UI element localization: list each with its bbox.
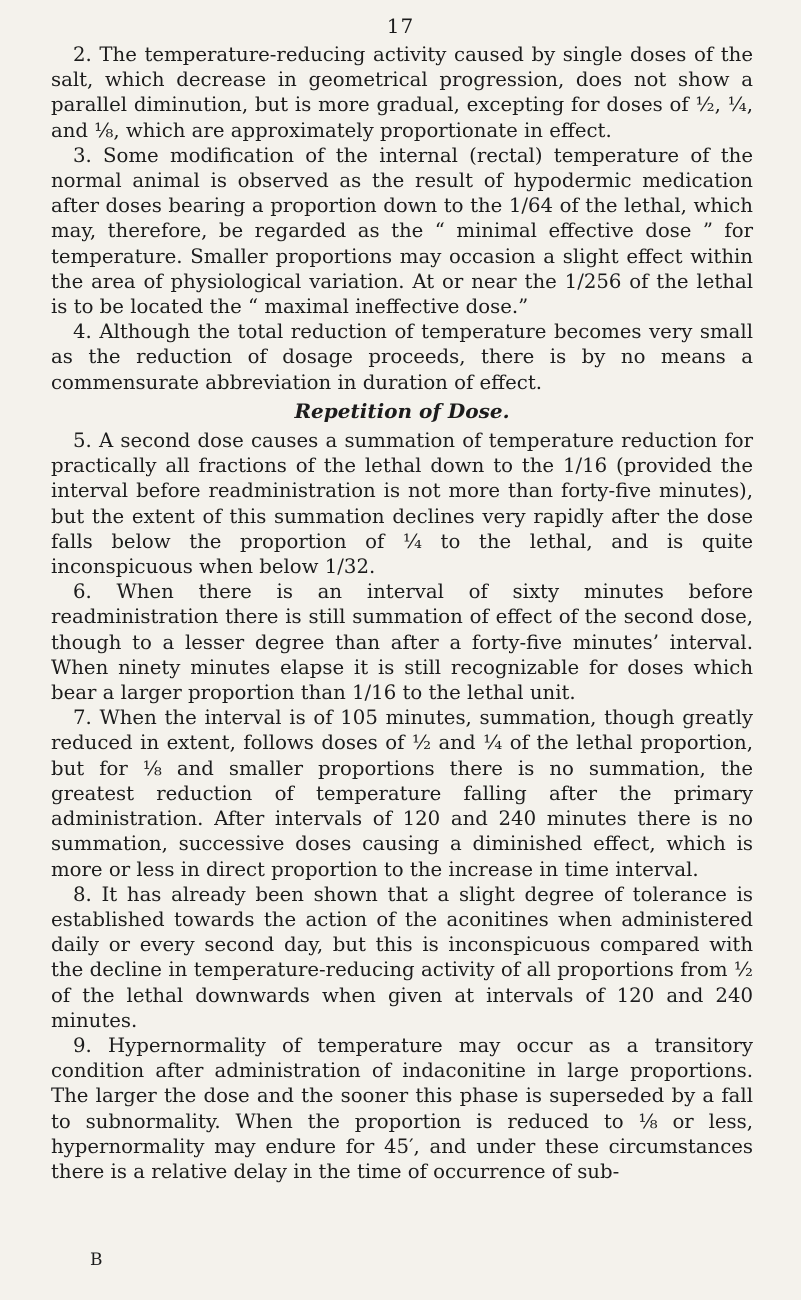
paragraph-6: 6. When there is an interval of sixty minutes before readministration there is still summation of effect of the second dose, though to a lesser degree than after a forty-five minutes’ interval. When ninety minutes elapse it is still recognizable for doses which bear a larger proportion than 1/16 to the lethal unit. — [51, 580, 753, 705]
page-number: 17 — [386, 14, 415, 38]
paragraph-2: 2. The temperature-reducing activity caused by single doses of the salt, which decrease in geometrical progression, does not show a parallel diminution, but is more gradual, excepting for doses of ½, ¼, and ⅛, which are approximately proportionate in effect. — [51, 43, 753, 142]
paragraph-4: 4. Although the total reduction of temperature becomes very small as the reduction of dosage proceeds, there is by no means a commensurate abbreviation in duration of effect. — [51, 320, 753, 394]
paragraph-3: 3. Some modification of the internal (rectal) temperature of the normal animal is observed as the result of hypodermic medication after doses bearing a proportion down to the 1/64 of the lethal, which may, therefore, be regarded as the “ minimal effective dose ” for temperature. Smaller proportions may occasion a slight effect within the area of physiological variation. At or near the 1/256 of the lethal is to be located the “ maximal ineffective dose.” — [51, 143, 753, 319]
paragraph-7: 7. When the interval is of 105 minutes, summation, though greatly reduced in extent, follows doses of ½ and ¼ of the lethal proportion, but for ⅛ and smaller proportions there is no summation, the greatest reduction of temperature falling after the primary administration. After intervals of 120 and 240 minutes there is no summation, successive doses causing a diminished effect, which is more or less in direct proportion to the increase in time interval. — [51, 706, 753, 881]
paragraph-5: 5. A second dose causes a summation of temperature reduction for practically all fractions of the lethal down to the 1/16 (provided the interval before readministration is not more than forty-five minutes), but the extent of this summation declines very rapidly after the dose falls below the proportion of ¼ to the lethal, and is quite inconspicuous when below 1/32. — [51, 429, 753, 579]
signature-mark: B — [90, 1250, 103, 1270]
paragraph-9: 9. Hypernormality of temperature may occur as a transitory condition after administration of indaconitine in large proportions. The larger the dose and the sooner this phase is superseded by a fall to subnormality. When the proportion is reduced to ⅛ or less, hypernormality may endure for 45′, and under these circumstances there is a relative delay in the time of occurrence of sub- — [51, 1033, 753, 1183]
paragraph-8: 8. It has already been shown that a slight degree of tolerance is established towards the action of the aconitines when administered daily or every second day, but this is inconspicuous compared with the decline in temperature-reducing activity of all proportions from ½ of the lethal downwards when given at intervals of 120 and 240 minutes. — [51, 882, 753, 1032]
body-text — [51, 42, 753, 1184]
section-heading: Repetition of Dose. — [294, 398, 510, 423]
